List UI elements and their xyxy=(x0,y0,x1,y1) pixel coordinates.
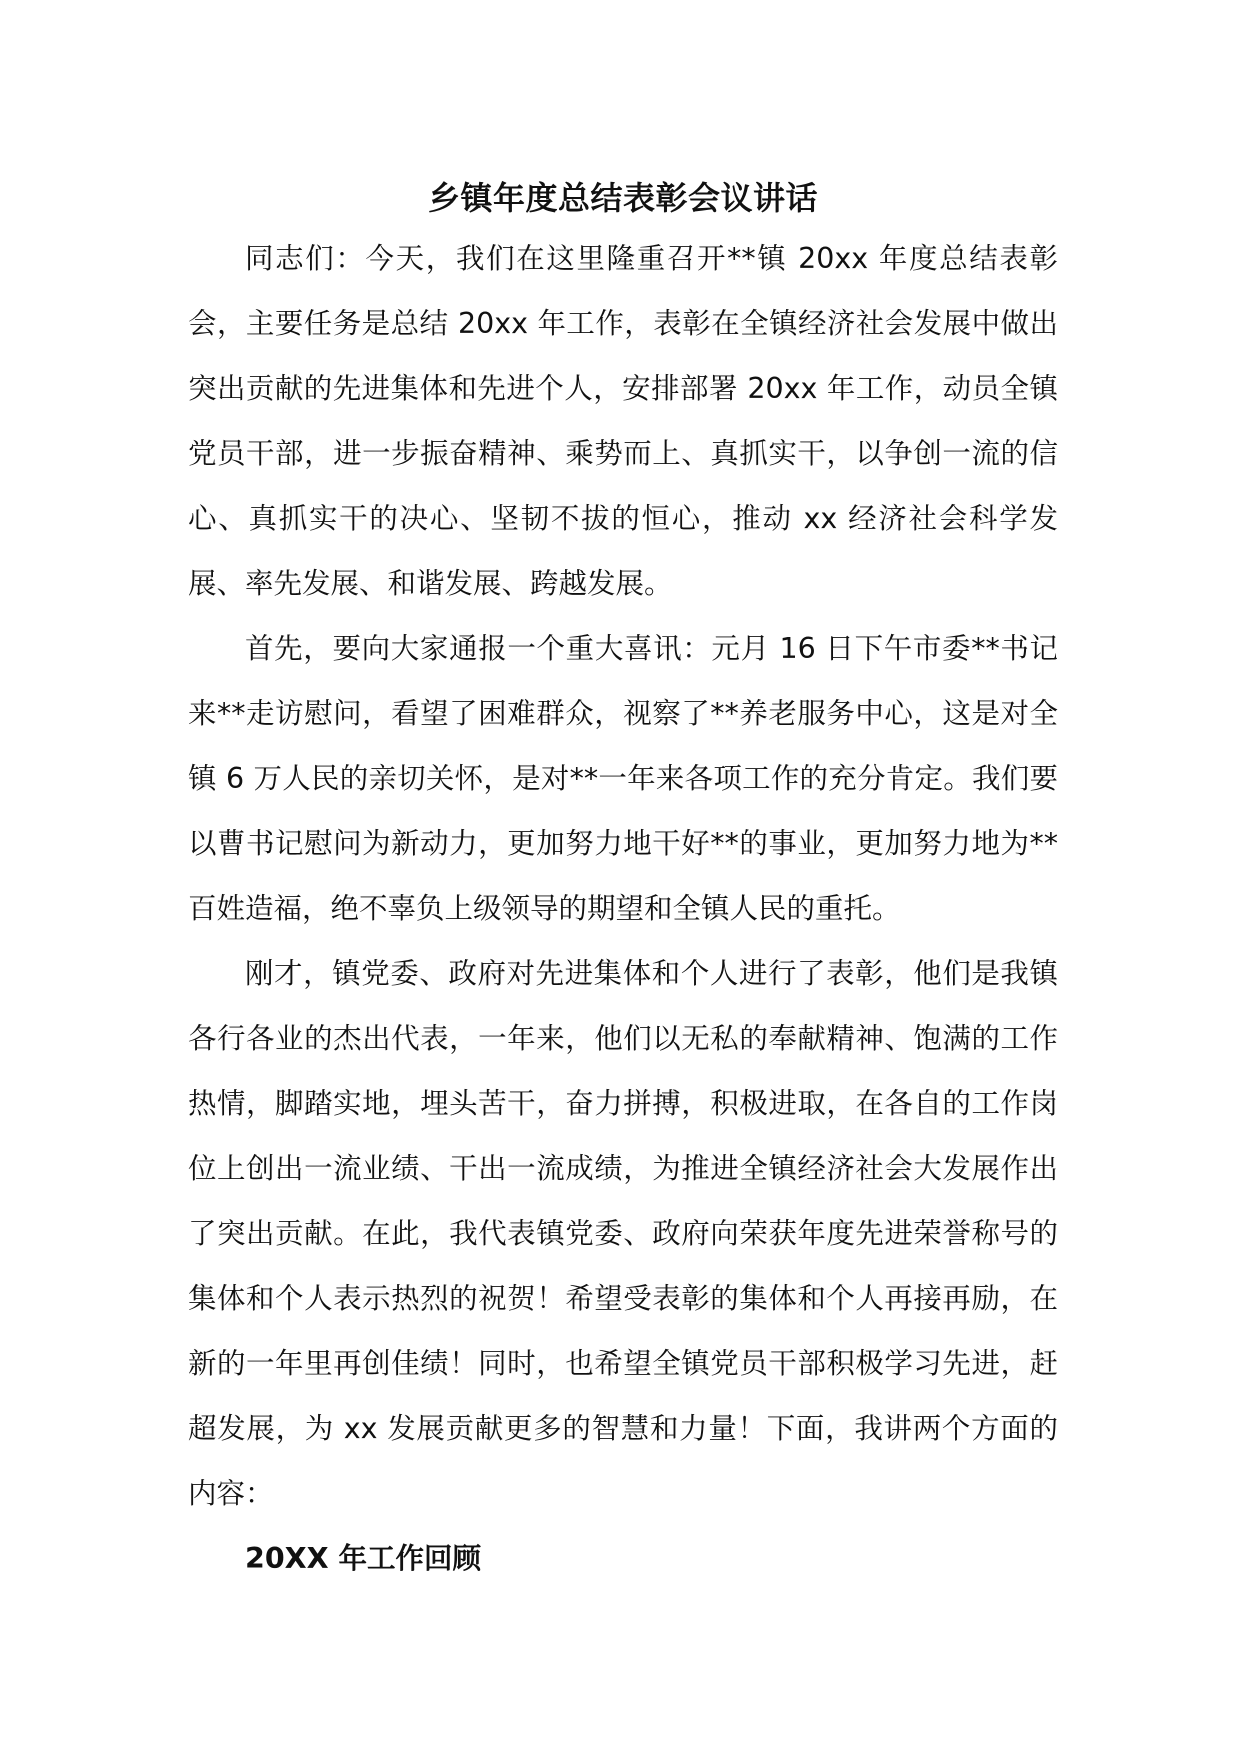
document-page xyxy=(188,170,1058,1591)
paragraph-opening: 同志们：今天，我们在这里隆重召开**镇 20xx 年度总结表彰会，主要任务是总结 20xx 年工作，表彰在全镇经济社会发展中做出突出贡献的先进集体和先进个人，安排部署 20xx 年工作，动员全镇党员干部，进一步振奋精神、乘势而上、真抓实干，以争创一流的信心、真抓实干的决心、坚韧不拔的恒心，推动 xx 经济社会科学发展、率先发展、和谐发展、跨越发展。 xyxy=(188,242,1058,600)
paragraph-good-news: 首先，要向大家通报一个重大喜讯：元月 16 日下午市委**书记来**走访慰问，看望了困难群众，视察了**养老服务中心，这是对全镇 6 万人民的亲切关怀，是对**一年来各项工作的充分肯定。我们要以曹书记慰问为新动力，更加努力地干好**的事业，更加努力地为**百姓造福，绝不辜负上级领导的期望和全镇人民的重托。 xyxy=(188,632,1058,925)
section-heading: 20XX 年工作回顾 xyxy=(245,1542,482,1575)
document-title: 乡镇年度总结表彰会议讲话 xyxy=(427,179,818,217)
paragraph-commendation: 刚才，镇党委、政府对先进集体和个人进行了表彰，他们是我镇各行各业的杰出代表，一年来，他们以无私的奉献精神、饱满的工作热情，脚踏实地，埋头苦干，奋力拼搏，积极进取，在各自的工作岗位上创出一流业绩、干出一流成绩，为推进全镇经济社会大发展作出了突出贡献。在此，我代表镇党委、政府向荣获年度先进荣誉称号的集体和个人表示热烈的祝贺！希望受表彰的集体和个人再接再励，在新的一年里再创佳绩！同时，也希望全镇党员干部积极学习先进，赶超发展，为 xx 发展贡献更多的智慧和力量！下面，我讲两个方面的内容： xyxy=(188,957,1058,1510)
